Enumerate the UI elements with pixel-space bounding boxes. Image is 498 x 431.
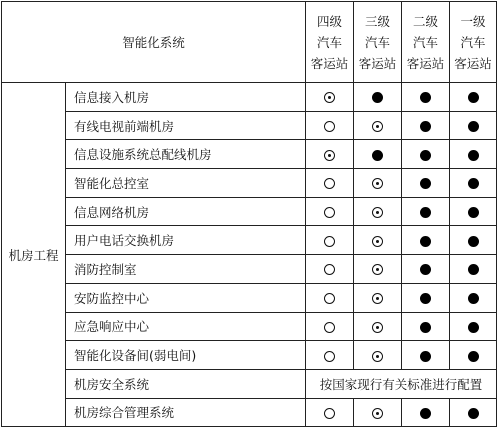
item-name-cell: 应急响应中心 <box>66 312 306 341</box>
filled-circle-icon <box>420 322 431 333</box>
filled-circle-icon <box>420 207 431 218</box>
dotted-circle-icon <box>372 351 383 362</box>
filled-circle-icon <box>468 293 479 304</box>
mark-cell <box>402 312 450 341</box>
table-row <box>2 341 497 370</box>
mark-cell <box>402 255 450 284</box>
dotted-circle-icon <box>372 264 383 275</box>
mark-cell <box>306 111 354 140</box>
table-row <box>2 369 497 398</box>
filled-circle-icon <box>468 351 479 362</box>
filled-circle-icon <box>420 351 431 362</box>
filled-circle-icon <box>420 293 431 304</box>
item-name-cell: 智能化设备间(弱电间) <box>66 341 306 370</box>
filled-circle-icon <box>468 92 479 103</box>
header-level-1-line1: 一级 <box>460 13 486 29</box>
mark-cell <box>450 197 497 226</box>
mark-cell <box>450 312 497 341</box>
dotted-circle-icon <box>372 408 383 419</box>
filled-circle-icon <box>468 408 479 419</box>
mark-cell <box>306 283 354 312</box>
header-level-4 <box>306 2 354 83</box>
mark-cell <box>306 312 354 341</box>
item-name-cell: 机房综合管理系统 <box>66 398 306 427</box>
mark-cell <box>402 398 450 427</box>
header-level-2-line2: 汽车 <box>413 34 439 50</box>
header-level-2-line3: 客运站 <box>406 55 445 71</box>
mark-cell <box>450 341 497 370</box>
header-level-1-line2: 汽车 <box>460 34 486 50</box>
item-name-cell: 信息设施系统总配线机房 <box>66 140 306 169</box>
header-system: 智能化系统 <box>2 2 306 83</box>
mark-cell <box>354 312 402 341</box>
mark-cell <box>450 255 497 284</box>
mark-cell <box>306 169 354 198</box>
mark-cell <box>306 197 354 226</box>
hollow-circle-icon <box>324 322 335 333</box>
header-level-2-line1: 二级 <box>413 13 439 29</box>
mark-cell <box>306 226 354 255</box>
item-name-cell: 信息网络机房 <box>66 197 306 226</box>
hollow-circle-icon <box>324 207 335 218</box>
item-name-cell: 机房安全系统 <box>66 369 306 398</box>
filled-circle-icon <box>420 178 431 189</box>
hollow-circle-icon <box>324 408 335 419</box>
filled-circle-icon <box>468 236 479 247</box>
mark-cell <box>354 140 402 169</box>
table-row <box>2 283 497 312</box>
header-level-1-line3: 客运站 <box>454 55 492 71</box>
filled-circle-icon <box>468 150 479 161</box>
filled-circle-icon <box>420 264 431 275</box>
mark-cell <box>354 398 402 427</box>
dotted-circle-icon <box>372 293 383 304</box>
mark-cell <box>306 83 354 112</box>
filled-circle-icon <box>468 207 479 218</box>
mark-cell <box>306 341 354 370</box>
filled-circle-icon <box>372 150 383 161</box>
header-level-4-line2: 汽车 <box>317 34 343 50</box>
hollow-circle-icon <box>324 264 335 275</box>
mark-cell <box>354 111 402 140</box>
item-name-cell: 用户电话交换机房 <box>66 226 306 255</box>
mark-cell <box>354 283 402 312</box>
dotted-circle-icon <box>372 236 383 247</box>
mark-cell <box>402 341 450 370</box>
table-row <box>2 83 497 112</box>
mark-cell <box>402 83 450 112</box>
mark-cell <box>354 83 402 112</box>
mark-cell <box>354 169 402 198</box>
mark-cell <box>402 283 450 312</box>
item-name-cell: 有线电视前端机房 <box>66 111 306 140</box>
filled-circle-icon <box>468 121 479 132</box>
mark-cell <box>306 255 354 284</box>
filled-circle-icon <box>420 121 431 132</box>
mark-cell <box>354 255 402 284</box>
table-row <box>2 111 497 140</box>
item-name-cell: 消防控制室 <box>66 255 306 284</box>
mark-cell <box>450 83 497 112</box>
dotted-circle-icon <box>372 322 383 333</box>
mark-cell <box>450 226 497 255</box>
mark-cell <box>354 226 402 255</box>
intelligent-system-config-table <box>1 1 497 427</box>
mark-cell <box>402 197 450 226</box>
mark-cell <box>450 169 497 198</box>
filled-circle-icon <box>420 236 431 247</box>
item-name-cell: 安防监控中心 <box>66 283 306 312</box>
header-level-3-line1: 三级 <box>365 13 391 29</box>
mark-cell <box>402 226 450 255</box>
mark-cell <box>402 140 450 169</box>
hollow-circle-icon <box>324 236 335 247</box>
category-cell: 机房工程 <box>2 83 66 427</box>
hollow-circle-icon <box>324 178 335 189</box>
item-name-cell: 智能化总控室 <box>66 169 306 198</box>
hollow-circle-icon <box>324 351 335 362</box>
item-name-cell: 信息接入机房 <box>66 83 306 112</box>
table-body <box>2 2 497 427</box>
table-row <box>2 255 497 284</box>
mark-cell <box>354 197 402 226</box>
mark-cell <box>450 111 497 140</box>
header-level-3 <box>354 2 402 83</box>
table-row <box>2 197 497 226</box>
mark-cell <box>306 140 354 169</box>
table-row <box>2 398 497 427</box>
mark-cell <box>354 341 402 370</box>
table-row <box>2 226 497 255</box>
dotted-circle-icon <box>324 92 335 103</box>
span-note-cell: 按国家现行有关标准进行配置 <box>306 369 497 398</box>
filled-circle-icon <box>420 150 431 161</box>
header-row <box>2 2 497 83</box>
filled-circle-icon <box>468 322 479 333</box>
mark-cell <box>450 398 497 427</box>
mark-cell <box>450 140 497 169</box>
table-row <box>2 312 497 341</box>
mark-cell <box>402 111 450 140</box>
hollow-circle-icon <box>324 293 335 304</box>
header-level-3-line3: 客运站 <box>358 55 397 71</box>
header-level-3-line2: 汽车 <box>365 34 391 50</box>
table-row <box>2 140 497 169</box>
filled-circle-icon <box>468 178 479 189</box>
mark-cell <box>450 283 497 312</box>
mark-cell <box>402 169 450 198</box>
mark-cell <box>306 398 354 427</box>
table-row <box>2 169 497 198</box>
header-level-1 <box>450 2 497 83</box>
header-level-4-line1: 四级 <box>317 13 343 29</box>
dotted-circle-icon <box>372 178 383 189</box>
filled-circle-icon <box>372 92 383 103</box>
header-level-4-line3: 客运站 <box>310 55 349 71</box>
dotted-circle-icon <box>372 207 383 218</box>
filled-circle-icon <box>420 408 431 419</box>
filled-circle-icon <box>468 264 479 275</box>
dotted-circle-icon <box>324 150 335 161</box>
header-level-2 <box>402 2 450 83</box>
dotted-circle-icon <box>372 121 383 132</box>
filled-circle-icon <box>420 92 431 103</box>
hollow-circle-icon <box>324 121 335 132</box>
spec-table-container <box>1 1 497 427</box>
